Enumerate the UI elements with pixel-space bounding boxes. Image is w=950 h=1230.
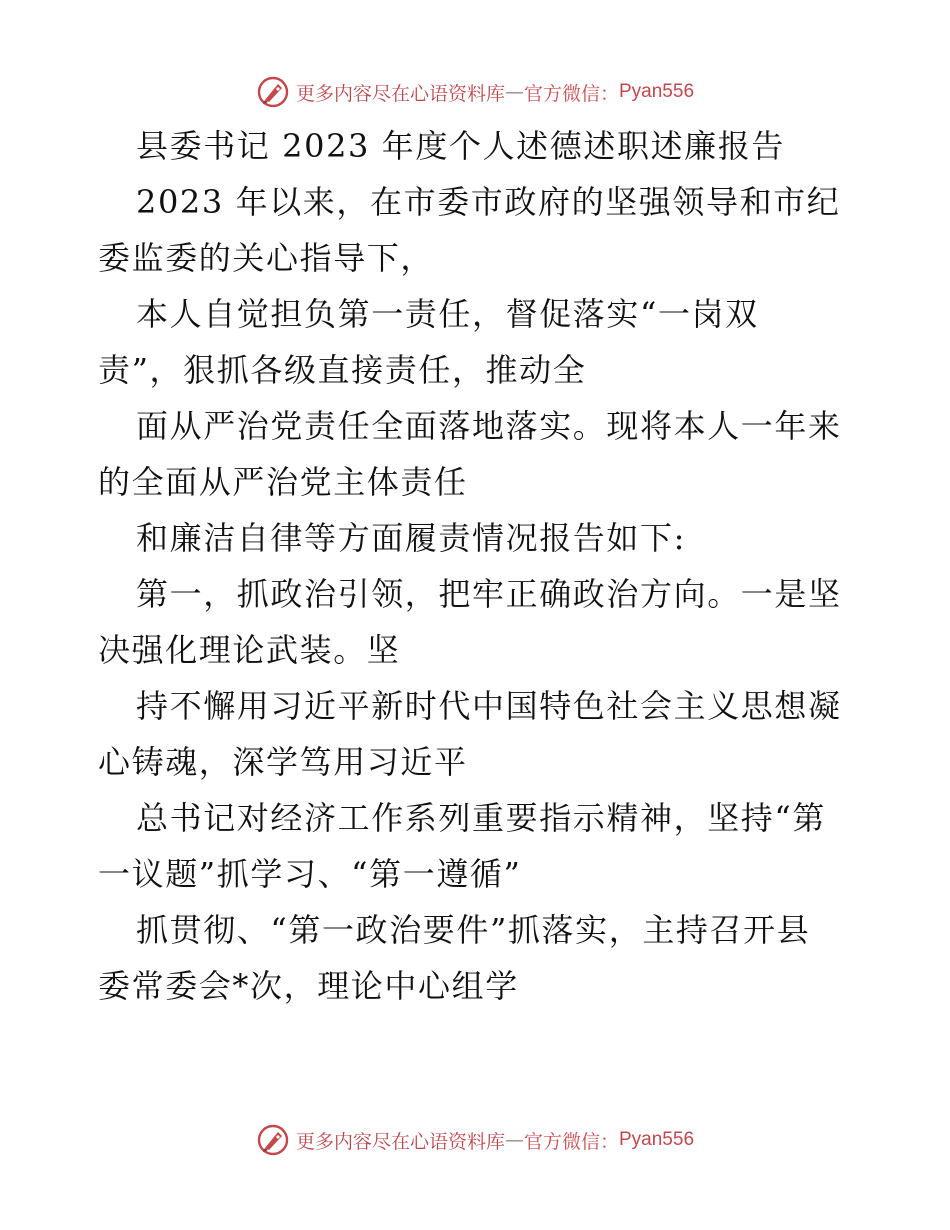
paragraph-line: 持不懈用习近平新时代中国特色社会主义思想凝 — [136, 687, 842, 725]
footer-watermark — [0, 1120, 950, 1160]
paragraph-line: 决强化理论武装。坚 — [98, 631, 401, 669]
document-title: 县委书记 2023 年度个人述德述职述廉报告 — [136, 127, 785, 165]
pen-nib-logo-icon — [256, 1123, 290, 1157]
watermark-wechat-label: 官方微信： — [523, 1130, 619, 1153]
watermark-wechat-id: Pyan556 — [619, 1129, 695, 1150]
paragraph-line: 2023 年以来，在市委市政府的坚强领导和市纪 — [136, 183, 841, 221]
paragraph-line: 责”，狠抓各级直接责任，推动全 — [98, 351, 587, 389]
watermark-wechat-label: 官方微信： — [523, 82, 619, 105]
header-watermark — [0, 72, 950, 112]
paragraph-line: 总书记对经济工作系列重要指示精神，坚持“第 — [136, 799, 826, 837]
pen-nib-logo-icon — [256, 75, 290, 109]
paragraph-line: 一议题”抓学习、“第一遵循” — [98, 855, 522, 893]
paragraph-line: 心铸魂，深学笃用习近平 — [98, 743, 468, 781]
paragraph-line: 本人自觉担负第一责任，督促落实“一岗双 — [136, 295, 759, 333]
paragraph-line: 面从严治党责任全面落地落实。现将本人一年来 — [136, 407, 842, 445]
paragraph-line: 第一，抓政治引领，把牢正确政治方向。一是坚 — [136, 575, 842, 613]
paragraph-line: 和廉洁自律等方面履责情况报告如下: — [136, 519, 686, 557]
watermark-wechat-id: Pyan556 — [619, 81, 695, 102]
document-body — [98, 118, 858, 1014]
paragraph-line: 委监委的关心指导下， — [98, 239, 435, 277]
paragraph-line: 委常委会*次，理论中心组学 — [98, 967, 519, 1005]
watermark-site-text: 更多内容尽在心语资料库 — [295, 82, 505, 105]
watermark-dash: — — [504, 81, 524, 103]
paragraph-line: 抓贯彻、“第一政治要件”抓落实，主持召开县 — [136, 911, 811, 949]
watermark-dash: — — [504, 1129, 524, 1151]
watermark-site-text: 更多内容尽在心语资料库 — [295, 1130, 505, 1153]
paragraph-line: 的全面从严治党主体责任 — [98, 463, 468, 501]
